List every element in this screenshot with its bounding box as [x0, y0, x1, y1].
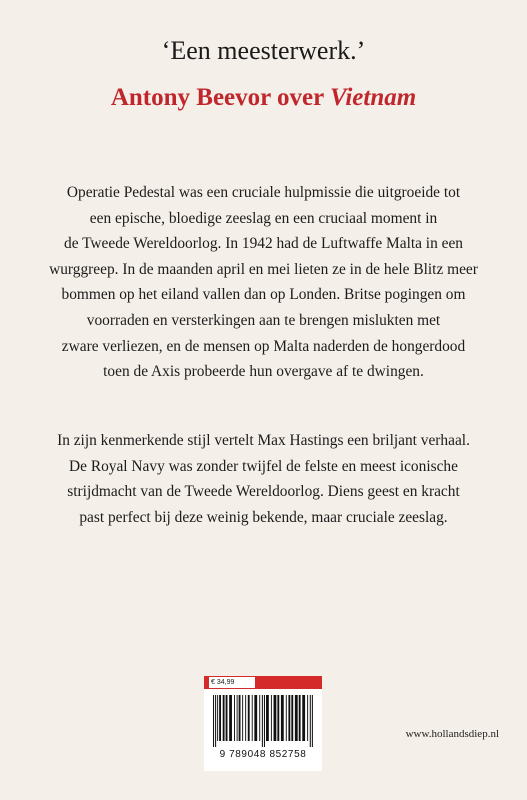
barcode-bar [252, 695, 253, 741]
barcode-bar [223, 695, 225, 741]
barcode-bar [266, 695, 269, 741]
quote-attribution [0, 84, 527, 112]
barcode-bar [277, 695, 279, 741]
blurb-line: Operatie Pedestal was een cruciale hulpmissie die uitgroeide tot [66, 184, 461, 201]
barcode-bar [281, 695, 284, 741]
barcode-bar [288, 695, 290, 741]
barcode-bar [226, 695, 228, 741]
blurb-line: bommen op het eiland vallen dan op Londen. Britse pogingen om [61, 286, 466, 304]
barcode-bar [307, 695, 308, 741]
review-quote: ‘Een meesterwerk.’ [161, 36, 366, 65]
blurb-line: een epische, bloedige zeeslag en een cruciaal moment in [89, 209, 438, 227]
price-tag: € 34,99 [209, 677, 255, 688]
blurb-line: wurggreep. In de maanden april en mei lieten ze in de hele Blitz meer [49, 260, 478, 278]
barcode-bar [215, 695, 216, 747]
barcode-bar [217, 695, 218, 741]
barcode-bar [286, 695, 287, 741]
barcode-bar [213, 695, 214, 747]
blurb-line: zware verliezen, en de mensen op Malta naderden de hongerdood [61, 337, 466, 355]
barcode-bar [264, 695, 265, 747]
isbn-barcode-label [204, 676, 322, 771]
barcode-bar [248, 695, 250, 741]
blurb-line: In zijn kenmerkende stijl vertelt Max Hastings een briljant verhaal. [57, 432, 470, 449]
barcode-bar [274, 695, 277, 741]
barcode-bar [234, 695, 235, 741]
attribution-book-title: Vietnam [330, 84, 417, 111]
barcode-bar [302, 695, 305, 741]
barcode-bar [271, 695, 272, 741]
barcode-bar [245, 695, 246, 741]
barcode-bar [219, 695, 221, 741]
blurb-line: toen de Axis probeerde hun overgave af te dwingen. [103, 363, 424, 381]
blurb-line: strijdmacht van de Tweede Wereldoorlog. Diens geest en kracht [67, 483, 460, 501]
barcode-bar [299, 695, 301, 741]
price-bar [204, 676, 322, 689]
barcode-bar [291, 695, 293, 741]
attribution-author: Antony Beevor over [110, 84, 331, 111]
barcode-bar [254, 695, 257, 741]
blurb-paragraph-2 [30, 428, 497, 530]
isbn-number: 9 789048 852758 [219, 749, 307, 760]
blurb-line: De Royal Navy was zonder twijfel de felste en meest iconische [69, 457, 458, 475]
blurb-line: past perfect bij deze weinig bekende, maar cruciale zeeslag. [79, 508, 448, 526]
barcode-bar [312, 695, 313, 747]
barcode-bar [259, 695, 260, 741]
blurb-line: de Tweede Wereldoorlog. In 1942 had de Luftwaffe Malta in een [64, 235, 463, 253]
barcode-bar [295, 695, 298, 741]
blurb-paragraph-1 [30, 180, 497, 385]
barcode-bar [237, 695, 238, 741]
barcode-bar [229, 695, 232, 741]
barcode-graphic [213, 695, 313, 747]
barcode-bar [310, 695, 311, 747]
barcode-bar [262, 695, 263, 747]
barcode-bar [239, 695, 241, 741]
blurb-line: voorraden en versterkingen aan te brengen mislukten met [86, 311, 441, 329]
barcode-bar [242, 695, 243, 741]
publisher-website: www.hollandsdiep.nl [405, 728, 499, 740]
